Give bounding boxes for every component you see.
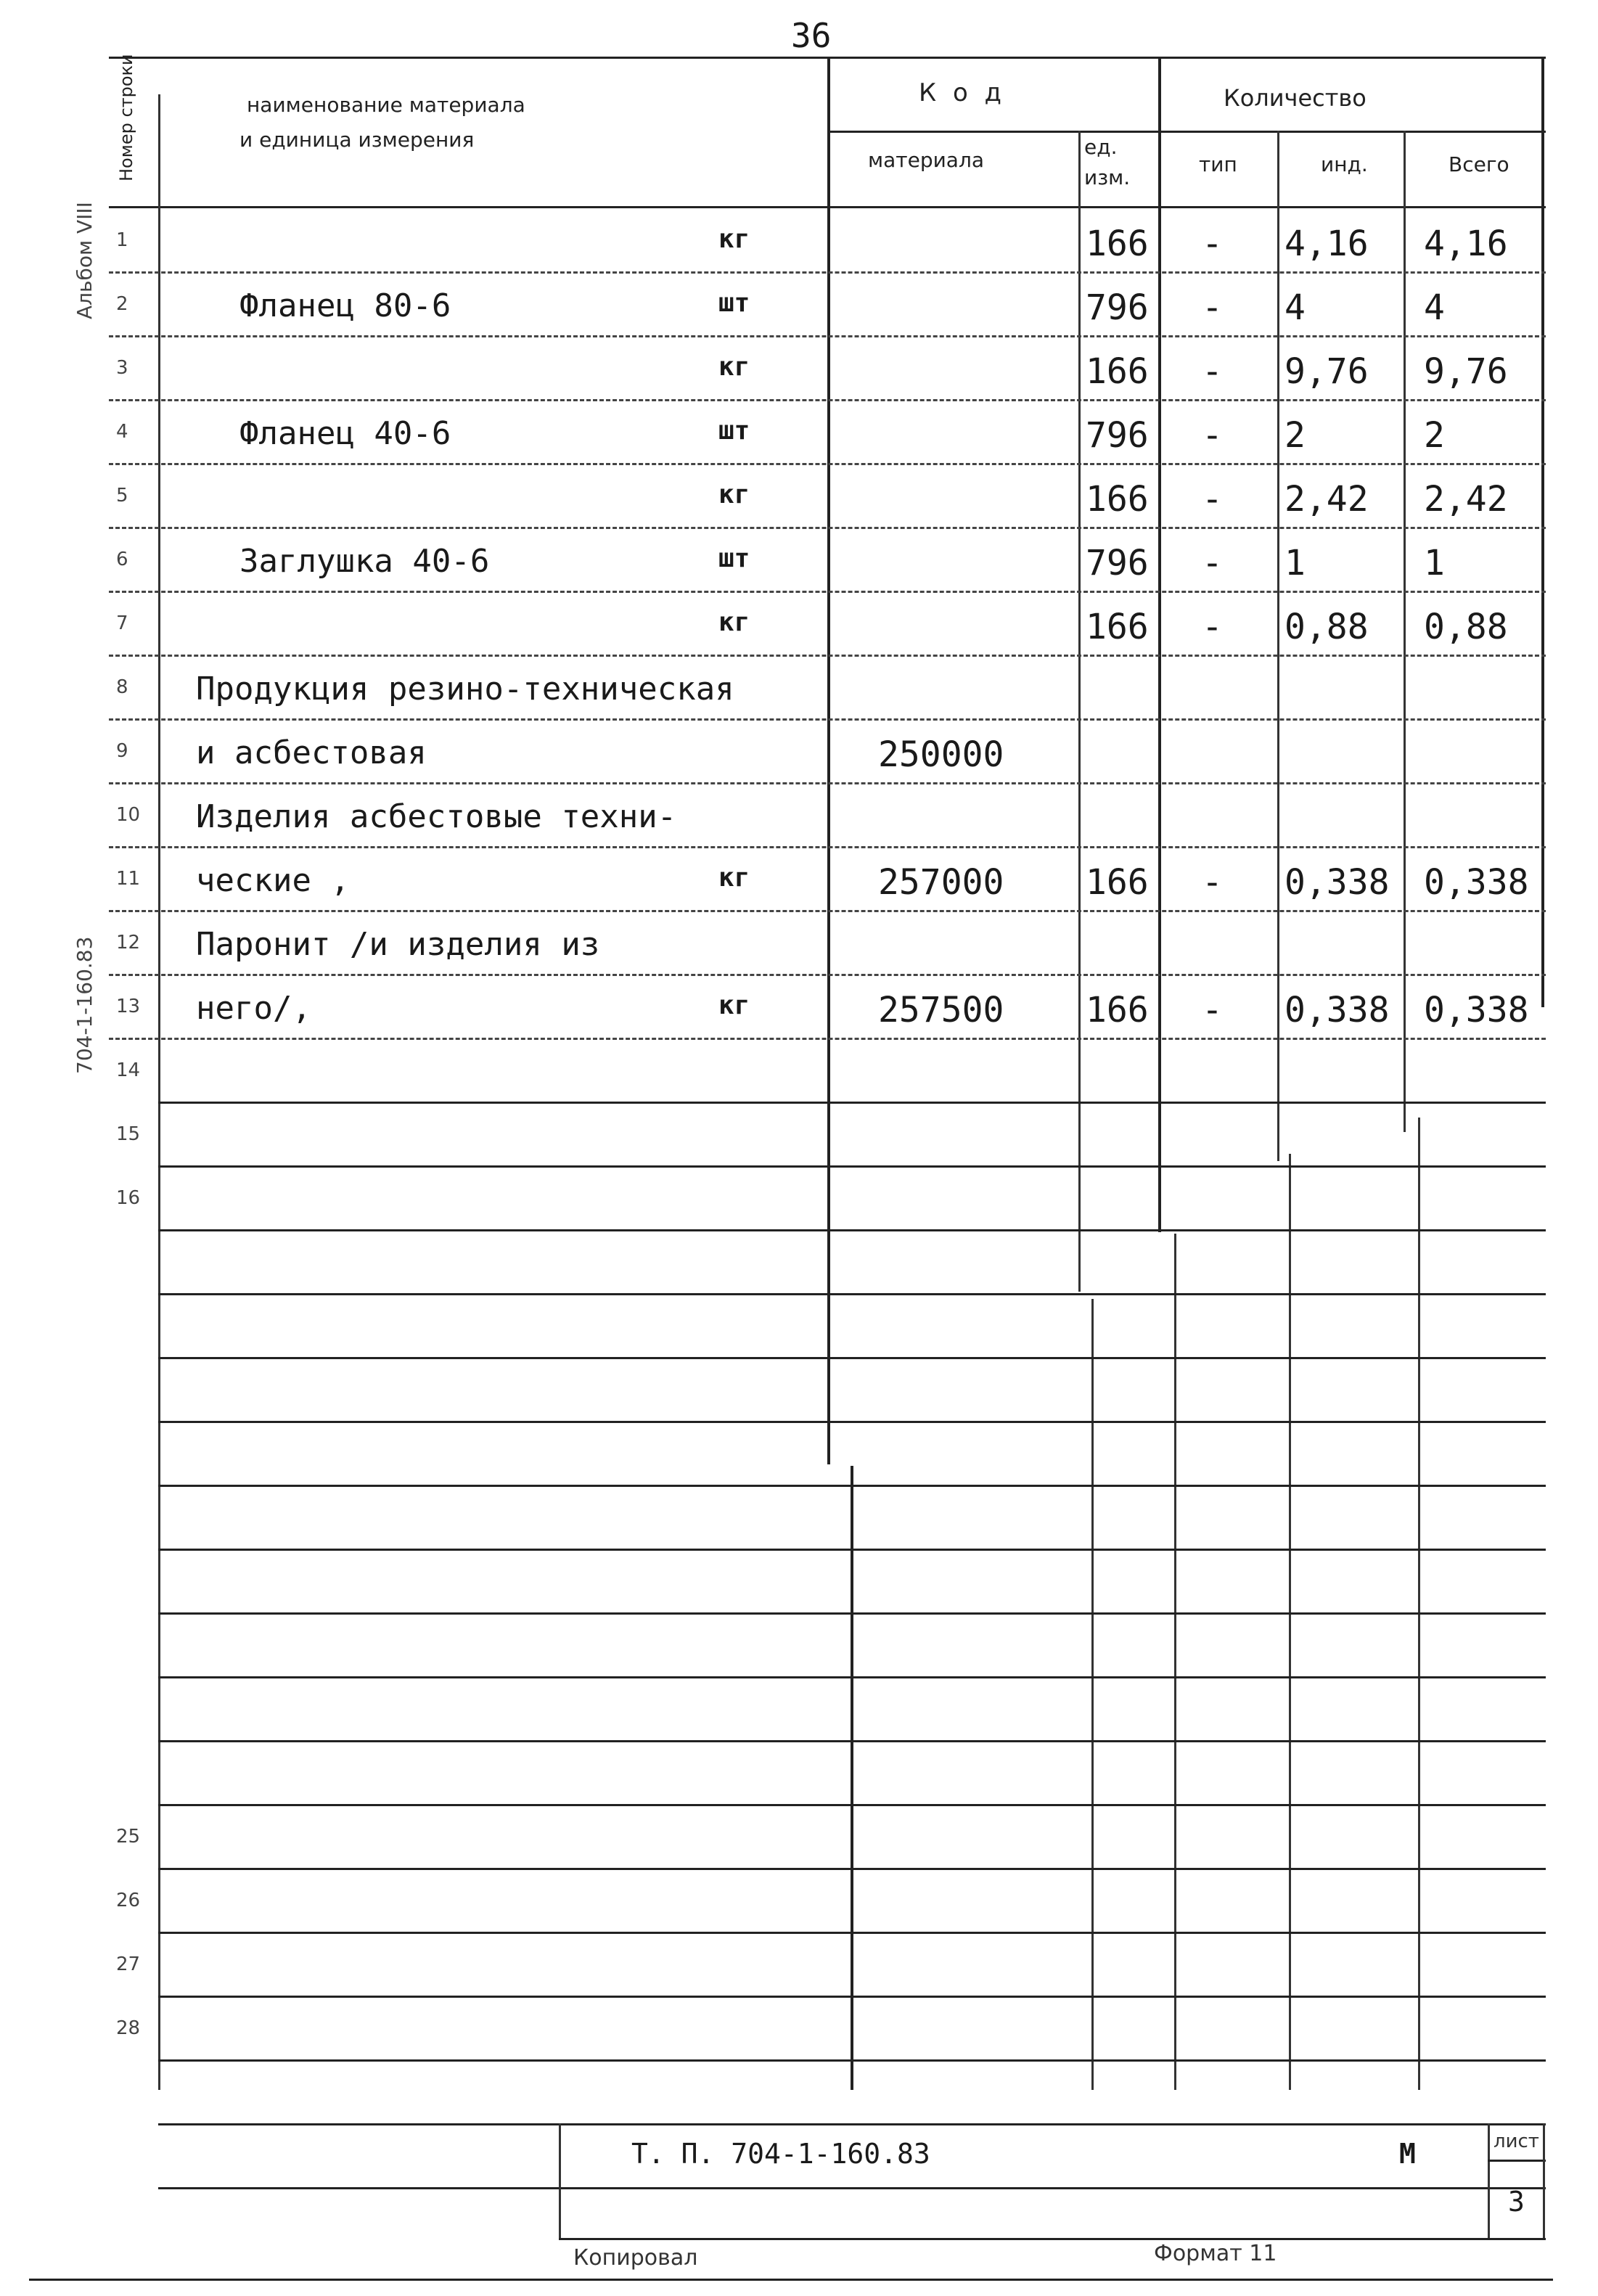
header-unit-code-2: изм. <box>1084 165 1131 189</box>
row-type: - <box>1202 543 1223 583</box>
row-total: 4,16 <box>1424 224 1508 264</box>
row-unit: кг <box>718 863 750 893</box>
row-number: 10 <box>116 804 141 826</box>
header-code-material: материала <box>868 148 985 172</box>
row-number: 1 <box>116 229 128 251</box>
row-type: - <box>1202 990 1223 1030</box>
header-unit-code-1: ед. <box>1084 135 1118 159</box>
row-total: 2,42 <box>1424 479 1508 520</box>
row-number: 12 <box>116 932 141 954</box>
row-unit: шт <box>718 416 750 446</box>
row-ind: 2,42 <box>1284 479 1369 520</box>
row-ucode: 796 <box>1086 543 1149 583</box>
row-unit: шт <box>718 288 750 318</box>
row-type: - <box>1202 415 1223 456</box>
row-unit: кг <box>718 991 750 1020</box>
row-ind: 2 <box>1284 415 1306 456</box>
row-unit: кг <box>718 607 750 637</box>
stamp-sheet-number: 3 <box>1508 2186 1525 2218</box>
row-ind: 0,338 <box>1284 862 1390 903</box>
row-type: - <box>1202 351 1223 392</box>
side-label-project: 704-1-160.83 <box>73 936 97 1074</box>
row-total: 9,76 <box>1424 351 1508 392</box>
row-number: 15 <box>116 1123 141 1145</box>
row-number: 27 <box>116 1953 141 1975</box>
row-number: 9 <box>116 740 128 762</box>
row-number: 25 <box>116 1826 141 1848</box>
row-ind: 4,16 <box>1284 224 1369 264</box>
header-qty-total: Всего <box>1449 152 1509 176</box>
row-code: 257500 <box>878 990 1004 1030</box>
row-unit: кг <box>718 224 750 254</box>
row-ucode: 796 <box>1086 287 1149 328</box>
row-ucode: 796 <box>1086 415 1149 456</box>
row-total: 1 <box>1424 543 1445 583</box>
row-name: Паронит /и изделия из <box>196 926 600 963</box>
row-total: 2 <box>1424 415 1445 456</box>
row-number: 14 <box>116 1059 141 1081</box>
footer-copied: Копировал <box>573 2245 698 2271</box>
row-ind: 9,76 <box>1284 351 1369 392</box>
row-number: 7 <box>116 612 128 634</box>
row-name: и асбестовая <box>196 734 427 771</box>
row-ind: 0,338 <box>1284 990 1390 1030</box>
header-name-line1: наименование материала <box>247 93 525 117</box>
row-name: ческие , <box>196 862 350 899</box>
row-code: 250000 <box>878 734 1004 775</box>
header-qty-type: тип <box>1199 152 1237 176</box>
header-code: К о д <box>919 78 1007 107</box>
row-name: Фланец 40-6 <box>239 415 451 452</box>
row-ucode: 166 <box>1086 224 1149 264</box>
header-name-line2: и единица измерения <box>239 128 475 152</box>
row-number: 26 <box>116 1890 141 1911</box>
row-ucode: 166 <box>1086 607 1149 647</box>
row-number: 28 <box>116 2017 141 2039</box>
row-name: Фланец 80-6 <box>239 287 451 324</box>
row-ucode: 166 <box>1086 351 1149 392</box>
row-total: 0,338 <box>1424 862 1529 903</box>
row-unit: кг <box>718 352 750 382</box>
row-ind: 1 <box>1284 543 1306 583</box>
row-number: 4 <box>116 421 128 443</box>
header-quantity: Количество <box>1224 84 1367 112</box>
row-code: 257000 <box>878 862 1004 903</box>
footer-format: Формат 11 <box>1154 2241 1277 2266</box>
row-number: 3 <box>116 357 128 379</box>
row-ind: 0,88 <box>1284 607 1369 647</box>
row-number: 5 <box>116 485 128 507</box>
row-name: Заглушка 40-6 <box>239 543 490 580</box>
row-ucode: 166 <box>1086 862 1149 903</box>
side-label-album: Альбом VIII <box>73 202 97 319</box>
row-ucode: 166 <box>1086 479 1149 520</box>
stamp-sheet-label: лист <box>1493 2131 1539 2152</box>
row-number: 13 <box>116 996 141 1017</box>
row-unit: кг <box>718 480 750 509</box>
row-unit: шт <box>718 544 750 573</box>
row-total: 0,338 <box>1424 990 1529 1030</box>
row-total: 0,88 <box>1424 607 1508 647</box>
page-number: 36 <box>791 16 832 55</box>
row-name: Продукция резино-техническая <box>196 671 734 708</box>
row-type: - <box>1202 607 1223 647</box>
row-ind: 4 <box>1284 287 1306 328</box>
stamp-document-code: Т. П. 704-1-160.83 <box>631 2138 930 2170</box>
row-number: 8 <box>116 676 128 698</box>
row-type: - <box>1202 287 1223 328</box>
row-number: 11 <box>116 868 141 890</box>
row-total: 4 <box>1424 287 1445 328</box>
row-type: - <box>1202 479 1223 520</box>
row-type: - <box>1202 862 1223 903</box>
row-name: Изделия асбестовые техни- <box>196 798 677 835</box>
row-number: 16 <box>116 1187 141 1209</box>
row-number: 2 <box>116 293 128 315</box>
row-ucode: 166 <box>1086 990 1149 1030</box>
header-qty-ind: инд. <box>1321 152 1368 176</box>
row-name: него/, <box>196 990 311 1027</box>
stamp-letter: М <box>1399 2138 1416 2170</box>
row-number: 6 <box>116 549 128 570</box>
header-line-number: Номер строки <box>116 54 136 181</box>
row-type: - <box>1202 224 1223 264</box>
